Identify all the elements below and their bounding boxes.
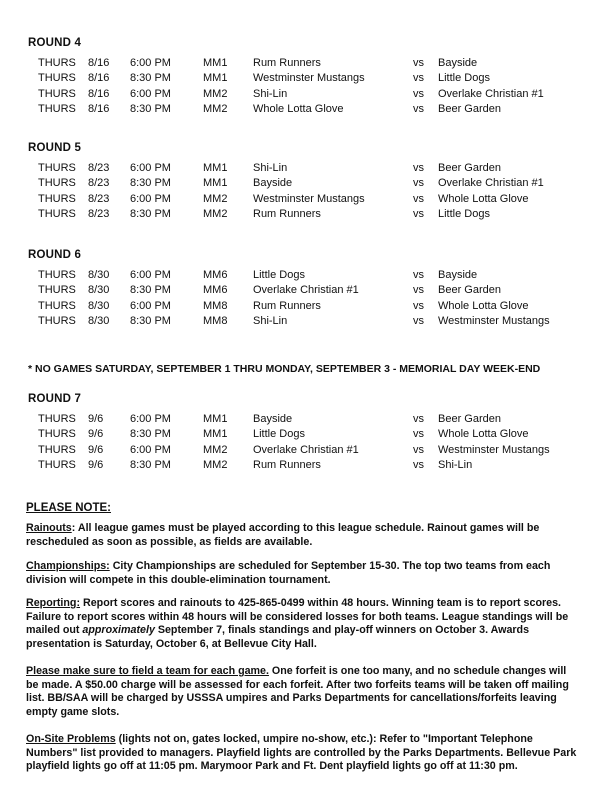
game-field: MM6 — [203, 284, 228, 297]
game-row — [0, 315, 600, 329]
game-day: THURS — [38, 192, 76, 205]
game-field: MM2 — [203, 207, 228, 220]
home-team: Rum Runners — [253, 57, 321, 69]
rainouts-label: Rainouts — [26, 522, 72, 534]
game-row — [0, 284, 600, 298]
game-day: THURS — [38, 87, 76, 100]
game-time: 6:00 PM — [130, 162, 171, 174]
game-field: MM2 — [203, 443, 228, 456]
game-field: MM2 — [203, 192, 228, 205]
away-team: Westminster Mustangs — [438, 443, 550, 456]
away-team: Beer Garden — [438, 284, 501, 297]
game-date: 8/16 — [88, 87, 110, 100]
versus-label: vs — [413, 284, 424, 297]
game-row — [0, 413, 600, 427]
versus-label: vs — [413, 428, 424, 441]
home-team: Rum Runners — [253, 207, 321, 220]
home-team: Shi-Lin — [253, 314, 288, 327]
game-time: 8:30 PM — [130, 284, 171, 297]
game-row — [0, 459, 600, 473]
game-date: 8/30 — [88, 284, 110, 297]
away-team: Little Dogs — [438, 207, 490, 220]
game-field: MM6 — [203, 269, 228, 281]
rainouts-text: : All league games must be played according to this league schedule. Rainout games will be rescheduled as soon as possible, as fields are available. — [26, 522, 540, 548]
game-field: MM1 — [203, 177, 228, 190]
game-day: THURS — [38, 72, 76, 85]
game-time: 6:00 PM — [130, 443, 171, 456]
home-team: Overlake Christian #1 — [253, 284, 359, 297]
away-team: Beer Garden — [438, 102, 501, 115]
versus-label: vs — [413, 458, 424, 471]
game-row — [0, 208, 600, 222]
onsite-problems-label: On-Site Problems — [26, 733, 116, 745]
game-row — [0, 269, 600, 283]
game-field: MM1 — [203, 413, 228, 425]
home-team: Bayside — [253, 177, 293, 190]
away-team: Whole Lotta Glove — [438, 192, 529, 205]
game-time: 8:30 PM — [130, 177, 171, 190]
game-date: 8/23 — [88, 207, 110, 220]
round-title: ROUND 6 — [28, 249, 82, 261]
forfeits-label: Please make sure to field a team for each game. — [26, 665, 269, 677]
game-field: MM8 — [203, 299, 228, 312]
championships-note — [26, 560, 578, 587]
away-team: Shi-Lin — [438, 458, 473, 471]
versus-label: vs — [413, 299, 424, 312]
away-team: Overlake Christian #1 — [438, 177, 544, 190]
game-row — [0, 57, 600, 71]
game-day: THURS — [38, 269, 76, 281]
reporting-text-after: September 7, finals standings and play-off winners on October 3. Awards presentation is Saturday, October 6, at Bellevue City Hall. — [26, 624, 530, 650]
game-day: THURS — [38, 284, 76, 297]
home-team: Shi-Lin — [253, 87, 288, 100]
game-day: THURS — [38, 177, 76, 190]
home-team: Rum Runners — [253, 458, 321, 471]
game-row — [0, 444, 600, 458]
game-time: 6:00 PM — [130, 57, 171, 69]
game-field: MM1 — [203, 162, 228, 174]
game-time: 6:00 PM — [130, 413, 171, 425]
game-day: THURS — [38, 162, 76, 174]
onsite-problems-note — [26, 733, 578, 774]
away-team: Beer Garden — [438, 162, 501, 174]
home-team: Bayside — [253, 413, 293, 425]
game-day: THURS — [38, 207, 76, 220]
away-team: Little Dogs — [438, 72, 490, 85]
versus-label: vs — [413, 87, 424, 100]
game-day: THURS — [38, 458, 76, 471]
game-date: 9/6 — [88, 443, 104, 456]
onsite-problems-text: (lights not on, gates locked, umpire no-show, etc.): Refer to "Important Telephone Numbers" list provided to managers. Playfield lights are controlled by the Parks Departments. Bellevue Park playfield lights go off at 11:05 pm. Marymoor Park and Ft. Dent playfield lights go off at 11:30 pm. — [26, 733, 577, 772]
versus-label: vs — [413, 192, 424, 205]
game-day: THURS — [38, 428, 76, 441]
rainouts-note — [26, 522, 578, 549]
round-title: ROUND 7 — [28, 393, 82, 405]
versus-label: vs — [413, 314, 424, 327]
game-time: 6:00 PM — [130, 269, 171, 281]
game-date: 8/16 — [88, 72, 110, 85]
away-team: Westminster Mustangs — [438, 314, 550, 327]
game-time: 6:00 PM — [130, 87, 171, 100]
game-date: 8/30 — [88, 269, 110, 281]
game-date: 9/6 — [88, 458, 104, 471]
forfeits-note — [26, 665, 578, 719]
away-team: Beer Garden — [438, 413, 501, 425]
game-row — [0, 428, 600, 442]
reporting-emphasis: approximately — [82, 624, 155, 636]
game-time: 8:30 PM — [130, 458, 171, 471]
game-day: THURS — [38, 413, 76, 425]
game-day: THURS — [38, 299, 76, 312]
game-date: 8/23 — [88, 192, 110, 205]
home-team: Overlake Christian #1 — [253, 443, 359, 456]
game-day: THURS — [38, 443, 76, 456]
forfeits-text: One forfeit is one too many, and no schedule changes will be made. A $50.00 charge will be assessed for each forfeit. After two forfeits teams will be taken off mailing list. BB/SAA will be charged by USSSA umpires and Parks Departments for cancellations/forfeits leaving empty game slots. — [26, 665, 569, 718]
versus-label: vs — [413, 72, 424, 85]
game-row — [0, 162, 600, 176]
game-field: MM1 — [203, 57, 228, 69]
game-date: 8/16 — [88, 57, 110, 69]
game-day: THURS — [38, 57, 76, 69]
game-row — [0, 300, 600, 314]
away-team: Whole Lotta Glove — [438, 299, 529, 312]
championships-text: City Championships are scheduled for September 15-30. The top two teams from each division will compete in this double-elimination tournament. — [26, 560, 551, 586]
game-date: 8/23 — [88, 162, 110, 174]
round-title: ROUND 5 — [28, 142, 82, 154]
versus-label: vs — [413, 443, 424, 456]
away-team: Overlake Christian #1 — [438, 87, 544, 100]
away-team: Bayside — [438, 57, 478, 69]
versus-label: vs — [413, 413, 424, 425]
game-day: THURS — [38, 314, 76, 327]
game-field: MM1 — [203, 428, 228, 441]
versus-label: vs — [413, 177, 424, 190]
home-team: Westminster Mustangs — [253, 72, 365, 85]
game-row — [0, 72, 600, 86]
game-field: MM1 — [203, 72, 228, 85]
game-time: 8:30 PM — [130, 102, 171, 115]
versus-label: vs — [413, 162, 424, 174]
game-field: MM2 — [203, 458, 228, 471]
game-time: 6:00 PM — [130, 192, 171, 205]
game-date: 8/16 — [88, 102, 110, 115]
game-time: 8:30 PM — [130, 207, 171, 220]
versus-label: vs — [413, 57, 424, 69]
home-team: Shi-Lin — [253, 162, 288, 174]
no-games-notice: * NO GAMES SATURDAY, SEPTEMBER 1 THRU MONDAY, SEPTEMBER 3 - MEMORIAL DAY WEEK-END — [28, 363, 541, 375]
game-date: 8/23 — [88, 177, 110, 190]
game-time: 8:30 PM — [130, 314, 171, 327]
game-date: 8/30 — [88, 314, 110, 327]
game-row — [0, 88, 600, 102]
away-team: Whole Lotta Glove — [438, 428, 529, 441]
game-field: MM2 — [203, 87, 228, 100]
home-team: Little Dogs — [253, 428, 305, 441]
game-time: 8:30 PM — [130, 428, 171, 441]
game-date: 8/30 — [88, 299, 110, 312]
game-field: MM8 — [203, 314, 228, 327]
home-team: Little Dogs — [253, 269, 305, 281]
game-row — [0, 193, 600, 207]
game-row — [0, 103, 600, 117]
game-row — [0, 177, 600, 191]
home-team: Rum Runners — [253, 299, 321, 312]
game-day: THURS — [38, 102, 76, 115]
reporting-text-before: Report scores and rainouts to 425-865-0499 within 48 hours. Winning team is to report scores. Failure to report scores within 48 hours will be considered losses for both teams. League standings will be mailed out — [26, 597, 569, 636]
game-field: MM2 — [203, 102, 228, 115]
versus-label: vs — [413, 207, 424, 220]
reporting-label: Reporting: — [26, 597, 81, 609]
reporting-note — [26, 597, 578, 651]
championships-label: Championships: — [26, 560, 110, 572]
game-date: 9/6 — [88, 413, 104, 425]
round-title: ROUND 4 — [28, 37, 82, 49]
home-team: Whole Lotta Glove — [253, 102, 344, 115]
home-team: Westminster Mustangs — [253, 192, 365, 205]
versus-label: vs — [413, 102, 424, 115]
game-time: 8:30 PM — [130, 72, 171, 85]
game-time: 6:00 PM — [130, 299, 171, 312]
versus-label: vs — [413, 269, 424, 281]
game-date: 9/6 — [88, 428, 104, 441]
away-team: Bayside — [438, 269, 478, 281]
please-note-heading: PLEASE NOTE: — [26, 502, 111, 514]
